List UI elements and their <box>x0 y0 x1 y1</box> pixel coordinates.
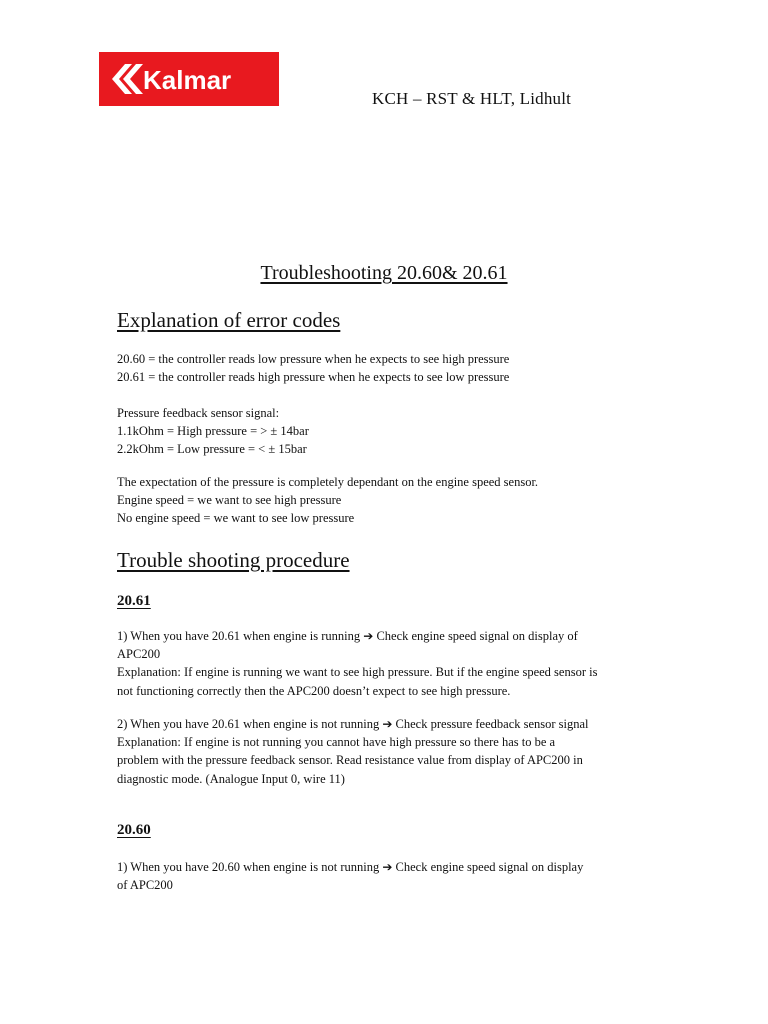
step-action-continued: of APC200 <box>117 878 173 893</box>
section-heading-explanation: Explanation of error codes <box>117 308 341 332</box>
logo-wordmark: Kalmar <box>143 65 232 95</box>
no-engine-speed-line: No engine speed = we want to see low pressure <box>117 511 355 526</box>
step-explanation-line: diagnostic mode. (Analogue Input 0, wire 11) <box>117 771 345 786</box>
step-explanation-line: Explanation: If engine is not running you cannot have high pressure so there has to be a <box>117 735 556 750</box>
step-explanation-line: problem with the pressure feedback sensor. Read resistance value from display of APC200 in <box>117 753 583 768</box>
step-condition: 1) When you have 20.61 when engine is running <box>117 629 361 643</box>
step-2061-running <box>117 627 677 700</box>
step-2061-not-running <box>117 715 677 788</box>
arrow-right-icon: ➔ <box>382 717 393 731</box>
step-explanation-line: not functioning correctly then the APC200 doesn’t expect to see high pressure. <box>117 683 511 698</box>
step-condition: 2) When you have 20.61 when engine is not running <box>117 717 380 731</box>
expectation-statement: The expectation of the pressure is completely dependant on the engine speed sensor. <box>117 475 539 489</box>
step-2060-not-running <box>117 858 677 894</box>
sensor-high-pressure: 1.1kOhm = High pressure = > ± 14bar <box>117 424 309 439</box>
expectation-block <box>117 473 677 528</box>
subheading-2061: 20.61 <box>117 593 151 609</box>
step-line <box>117 715 677 733</box>
kalmar-logo <box>99 52 279 106</box>
sensor-signal-label: Pressure feedback sensor signal: <box>117 406 280 420</box>
step-line <box>117 627 677 645</box>
header-location: KCH – RST & HLT, Lidhult <box>372 89 572 108</box>
code-2061-definition: 20.61 = the controller reads high pressure when he expects to see low pressure <box>117 370 510 385</box>
step-action-continued: APC200 <box>117 647 161 662</box>
arrow-right-icon: ➔ <box>363 629 374 643</box>
section-heading-procedure: Trouble shooting procedure <box>117 548 350 572</box>
step-action: Check engine speed signal on display of <box>376 629 578 643</box>
engine-speed-line: Engine speed = we want to see high pressure <box>117 493 342 508</box>
error-code-definitions <box>117 350 677 386</box>
sensor-signal-block <box>117 404 677 459</box>
document-title: Troubleshooting 20.60& 20.61 <box>260 262 508 284</box>
step-line <box>117 858 677 876</box>
code-2060-definition: 20.60 = the controller reads low pressure when he expects to see high pressure <box>117 352 510 366</box>
subheading-2060: 20.60 <box>117 822 151 838</box>
sensor-low-pressure: 2.2kOhm = Low pressure = < ± 15bar <box>117 442 307 457</box>
kalmar-logo-mark <box>99 52 279 106</box>
step-action: Check pressure feedback sensor signal <box>395 717 589 731</box>
step-condition: 1) When you have 20.60 when engine is not running <box>117 860 380 874</box>
step-action: Check engine speed signal on display <box>395 860 584 874</box>
step-explanation-line: Explanation: If engine is running we want to see high pressure. But if the engine speed sensor is <box>117 665 598 680</box>
arrow-right-icon: ➔ <box>382 860 393 874</box>
